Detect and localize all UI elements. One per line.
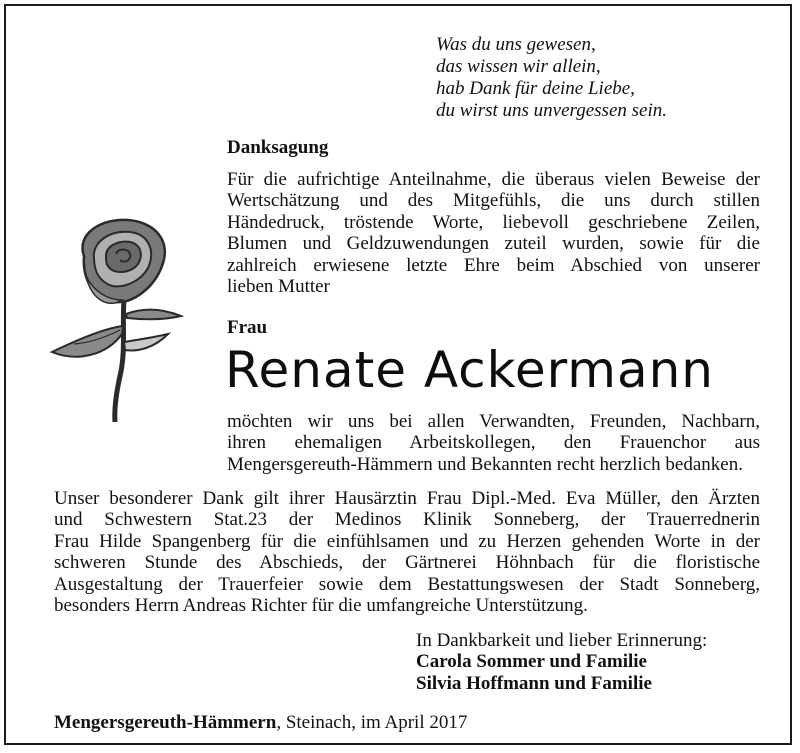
closing-block [416, 630, 707, 694]
poem-line: hab Dank für deine Liebe, [436, 78, 635, 99]
heading: Danksagung [227, 137, 329, 158]
intro-line: Händedruck, tröstende Worte, liebevoll geschriebene Zeilen, [227, 211, 760, 233]
thanks-line: möchten wir uns bei allen Verwandten, Freunden, Nachbarn, [227, 411, 760, 432]
intro-line: zahlreich erwiesene letzte Ehre beim Abschied von unserer [227, 254, 760, 276]
rose-petal-inner [106, 242, 141, 272]
intro-line: Wertschätzung und des Mitgefühls, die uns durch stillen [227, 190, 760, 212]
rose-leaf-small [124, 334, 168, 350]
footer-date: , Steinach, im April 2017 [276, 712, 468, 733]
special-line: schweren Stunde des Abschieds, der Gärtnerei Höhnbach für die floristische [54, 552, 760, 574]
family-name: Carola Sommer und Familie [416, 651, 647, 673]
rose-illustration [46, 216, 186, 426]
special-line: und Schwestern Stat.23 der Medinos Klinik Sonneberg, der Trauerrednerin [54, 509, 760, 531]
poem-line: Was du uns gewesen, [436, 34, 596, 55]
intro-line: Für die aufrichtige Anteilnahme, die überaus vielen Beweise der [227, 169, 760, 190]
closing-line: In Dankbarkeit und lieber Erinnerung: [416, 630, 708, 651]
rose-leaf-left [52, 326, 123, 357]
special-line: Ausgestaltung der Trauerfeier sowie dem Bestattungswesen der Stadt Sonneberg, [54, 573, 760, 595]
obituary-card [4, 4, 792, 745]
intro-paragraph [227, 169, 760, 297]
footer-place: Mengersgereuth-Hämmern [54, 712, 277, 733]
intro-line: lieben Mutter [227, 276, 330, 298]
deceased-name: Renate Ackermann [225, 341, 714, 399]
poem-line: das wissen wir allein, [436, 56, 601, 77]
special-line: Unser besonderer Dank gilt ihrer Hausärztin Frau Dipl.-Med. Eva Müller, den Ärzten [54, 488, 760, 509]
salutation: Frau [227, 317, 268, 338]
thanks-paragraph [227, 411, 760, 475]
special-line: Frau Hilde Spangenberg für die einfühlsamen und zu Herzen gehenden Worte in der [54, 530, 760, 552]
footer-dateline [54, 712, 467, 734]
rose-stem [115, 300, 124, 422]
poem [436, 34, 667, 122]
family-name: Silvia Hoffmann und Familie [416, 672, 652, 694]
thanks-line: ihren ehemaligen Arbeitskollegen, den Frauenchor aus [227, 432, 760, 454]
thanks-line: Mengersgereuth-Hämmern und Bekannten recht herzlich bedanken. [227, 453, 743, 475]
rose-leaf-right [126, 310, 181, 320]
special-line: besonders Herrn Andreas Richter für die umfangreiche Unterstützung. [54, 595, 588, 617]
special-thanks-paragraph [54, 488, 760, 616]
poem-line: du wirst uns unvergessen sein. [436, 100, 667, 121]
intro-line: Blumen und Geldzuwendungen zuteil wurden, sowie für die [227, 233, 760, 255]
